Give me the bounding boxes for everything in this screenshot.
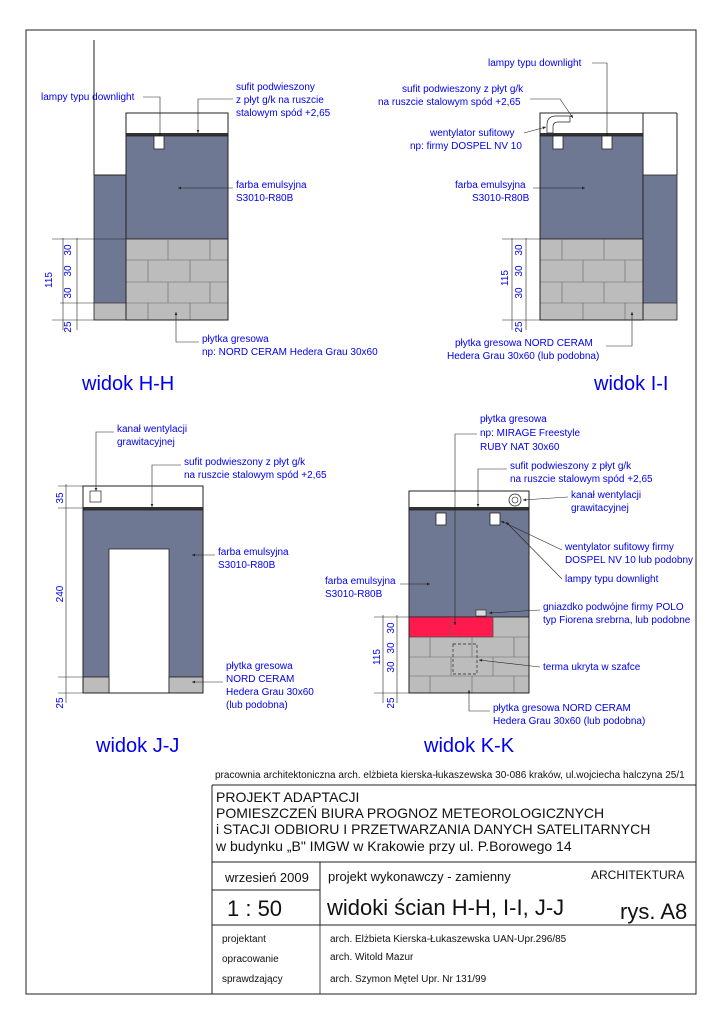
vent-channel-symbol [90, 491, 101, 502]
label-paint-1: farba emulsyjna [325, 576, 396, 587]
side-wall [643, 175, 677, 303]
view-jj [55, 424, 327, 757]
label-paint-1: farba emulsyjna [236, 180, 307, 191]
role-3: sprawdzający [222, 974, 283, 985]
label-vent-1: kanał wentylacji [117, 424, 188, 435]
title-block [212, 770, 696, 994]
label-tiletop-2: np: MIRAGE Freestyle [480, 428, 581, 439]
view-title-ii: widok I-I [594, 373, 669, 395]
fan-symbol [490, 513, 500, 525]
ceiling-band [126, 113, 228, 135]
view-ii [378, 58, 677, 395]
label-paint-2: S3010-R80B [236, 193, 294, 204]
vent-channel-icon [509, 494, 521, 506]
label-tile-2: NORD CERAM [226, 674, 295, 685]
label-downlight: lampy typu downlight [565, 574, 659, 585]
label-ceiling-2: na ruszcie stalowym spód +2,65 [378, 97, 521, 108]
dim-a: 30 [514, 244, 525, 256]
scale: 1 : 50 [227, 896, 283, 921]
office-line: pracownia architektoniczna arch. elżbieta kierska-łukaszewska 30-086 kraków, ul.wojciecha halczyna 25/1 [215, 770, 685, 781]
dim-floor: 25 [55, 697, 66, 709]
label-ceiling-1: sufit podwieszony z płyt g/k [510, 461, 632, 472]
label-tiletop-1: płytka gresowa [480, 414, 547, 425]
label-ceiling-2: z płyt g/k na ruszcie [236, 95, 324, 106]
drawing-title: widoki ścian H-H, I-I, J-J [327, 895, 565, 920]
label-ceiling-3: stalowym spód +2,65 [236, 108, 331, 119]
label-fan-1: wentylator sufitowy firmy [565, 542, 674, 553]
dim-floor: 25 [386, 697, 397, 709]
label-tile-1: płytka gresowa [202, 334, 269, 345]
date: wrzesień 2009 [225, 870, 309, 885]
ceiling-board [540, 133, 643, 136]
label-paint-1: farba emulsyjna [218, 547, 289, 558]
dim-c: 30 [63, 287, 74, 299]
view-title-jj: widok J-J [96, 735, 180, 757]
painted-wall [126, 136, 228, 239]
dim-a: 30 [386, 622, 397, 634]
downlight-symbol [553, 136, 563, 149]
dim-total: 115 [500, 270, 511, 286]
ceiling-board [83, 507, 203, 510]
view-hh [41, 40, 378, 395]
dim-b: 30 [63, 265, 74, 277]
label-heater: terma ukryta w szafce [543, 662, 641, 673]
phase: projekt wykonawczy - zamienny [328, 869, 511, 884]
dim-b: 30 [514, 265, 525, 277]
tile-zone [540, 239, 643, 320]
dim-top: 35 [55, 492, 66, 504]
project-line-1: PROJEKT ADAPTACJI [216, 789, 360, 805]
label-tile-4: (lub podobna) [226, 700, 288, 711]
label-vent-1: kanał wentylacji [571, 490, 642, 501]
label-socket-2: typ Fiorena srebrna, lub podobne [543, 615, 691, 626]
role-1: projektant [222, 934, 266, 945]
dim-a: 30 [63, 244, 74, 256]
name-1: arch. Elżbieta Kierska-Łukaszewska UAN-Upr.296/85 [330, 934, 567, 945]
name-2: arch. Witold Mazur [330, 952, 414, 963]
downlight-symbol-2 [602, 136, 612, 149]
dim-c: 30 [386, 661, 397, 673]
ceiling-board [409, 507, 529, 510]
side-tile [94, 303, 126, 320]
dim-mid: 240 [55, 585, 66, 603]
label-paint-2: S3010-R80B [472, 193, 530, 204]
dim-b: 30 [386, 642, 397, 654]
ceiling-board [126, 133, 228, 136]
label-fan-2: np: firmy DOSPEL NV 10 [410, 141, 522, 152]
label-paint-2: S3010-R80B [218, 560, 276, 571]
branch: ARCHITEKTURA [591, 868, 685, 882]
label-ceiling-2: na ruszcie stalowym spód +2,65 [184, 470, 327, 481]
dim-floor: 25 [63, 321, 74, 333]
label-ceiling-1: sufit podwieszony z płyt g/k [184, 457, 306, 468]
label-tile-2: Hedera Grau 30x60 (lub podobna) [447, 351, 600, 362]
dim-floor: 25 [514, 321, 525, 333]
label-vent-2: grawitacyjnej [571, 503, 629, 514]
dim-total: 115 [44, 272, 55, 288]
project-line-2: POMIESZCZEŃ BIURA PROGNOZ METEOROLOGICZNYCH [216, 805, 605, 821]
label-ceiling-2: na ruszcie stalowym spód +2,65 [510, 474, 653, 485]
label-socket-1: gniazdko podwójne firmy POLO [543, 602, 684, 613]
project-line-3: i STACJI ODBIORU I PRZETWARZANIA DANYCH SATELITARNYCH [216, 821, 651, 837]
label-vent-2: grawitacyjnej [117, 437, 175, 448]
label-downlight: lampy typu downlight [488, 58, 582, 69]
tile-zone [126, 239, 228, 320]
door-opening [109, 549, 169, 693]
dim-c: 30 [514, 287, 525, 299]
project-line-4: w budynku „B" IMGW w Krakowie przy ul. P.Borowego 14 [216, 838, 572, 854]
label-ceiling-1: sufit podwieszony z płyt g/k [402, 84, 524, 95]
label-tile-1: płytka gresowa NORD CERAM [493, 703, 631, 714]
tile-zone [83, 677, 109, 693]
label-ceiling-1: sufit podwieszony [236, 82, 315, 93]
label-fan-2: DOSPEL NV 10 lub podobny [565, 555, 694, 566]
socket-symbol [476, 610, 486, 616]
label-tile-1: płytka gresowa NORD CERAM [455, 338, 593, 349]
label-tile-2: np: NORD CERAM Hedera Grau 30x60 [202, 347, 378, 358]
downlight-symbol [436, 513, 446, 525]
view-title-kk: widok K-K [424, 735, 515, 757]
name-3: arch. Szymon Mętel Upr. Nr 131/99 [330, 974, 487, 985]
role-2: opracowanie [222, 954, 279, 965]
view-title-hh: widok H-H [82, 373, 175, 395]
downlight-symbol [154, 136, 164, 149]
tile-zone-2 [169, 677, 203, 693]
painted-wall [540, 136, 643, 239]
label-paint-1: farba emulsyjna [455, 180, 526, 191]
label-downlight: lampy typu downlight [41, 92, 135, 103]
label-tile-2: Hedera Grau 30x60 (lub podobna) [493, 716, 646, 727]
label-tiletop-3: RUBY NAT 30x60 [480, 442, 560, 453]
side-tile [643, 303, 677, 320]
label-paint-2: S3010-R80B [325, 589, 383, 600]
label-tile-3: Hedera Grau 30x60 [226, 687, 314, 698]
dim-total: 115 [372, 649, 383, 665]
label-fan-1: wentylator sufitowy [430, 128, 515, 139]
label-tile-1: płytka gresowa [226, 661, 293, 672]
sheet-number: rys. A8 [620, 899, 688, 924]
view-kk [325, 414, 693, 757]
